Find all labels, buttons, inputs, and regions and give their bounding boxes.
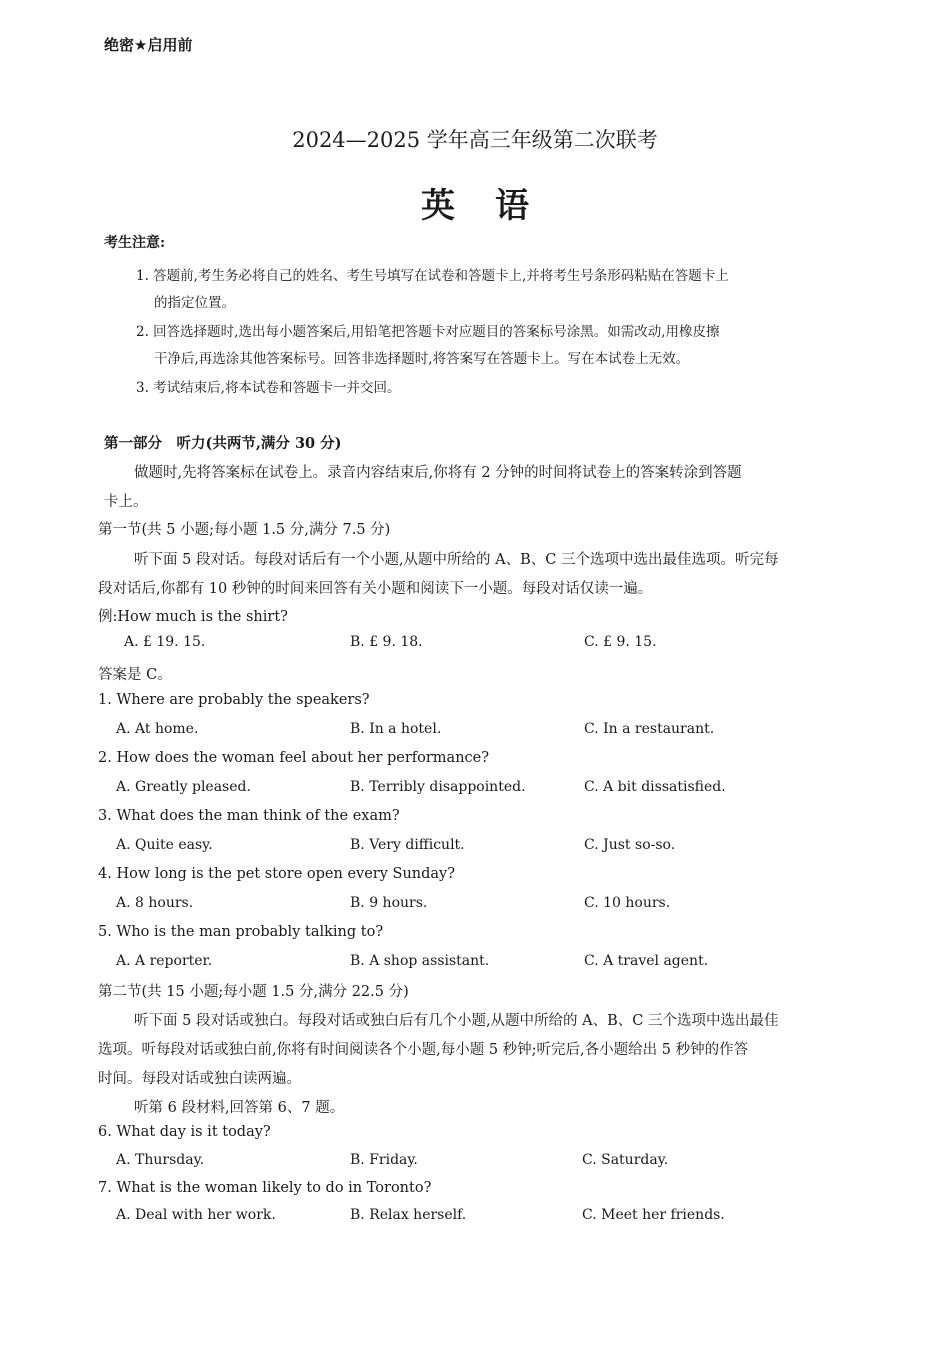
q2-option-c: C. A bit dissatisfied. (584, 779, 726, 795)
exam-title: 2024—2025 学年高三年级第二次联考 (292, 128, 658, 152)
section2-intro-line2: 选项。听每段对话或独白前,你将有时间阅读各个小题,每小题 5 秒钟;听完后,各小题给出 5 秒钟的作答 (98, 1042, 749, 1058)
question-3: 3. What does the man think of the exam? (98, 808, 400, 824)
q6-option-a: A. Thursday. (116, 1152, 205, 1168)
part1-intro-line1: 做题时,先将答案标在试卷上。录音内容结束后,你将有 2 分钟的时间将试卷上的答案转涂到答题 (134, 465, 742, 481)
q7-option-a: A. Deal with her work. (116, 1207, 276, 1223)
part1-intro-line2: 卡上。 (104, 494, 148, 510)
notice-item-3: 3. 考试结束后,将本试卷和答题卡一并交回。 (136, 380, 401, 396)
question-1: 1. Where are probably the speakers? (98, 692, 370, 708)
q1-option-b: B. In a hotel. (350, 721, 442, 737)
example-option-b: B. £ 9. 18. (350, 634, 423, 650)
q4-option-a: A. 8 hours. (116, 895, 194, 911)
subject-title: 英语 (421, 186, 569, 226)
q7-option-c: C. Meet her friends. (582, 1207, 725, 1223)
question-7: 7. What is the woman likely to do in Toronto? (98, 1180, 432, 1196)
q1-option-c: C. In a restaurant. (584, 721, 715, 737)
q5-option-a: A. A reporter. (116, 953, 213, 969)
q5-option-c: C. A travel agent. (584, 953, 709, 969)
notice-item-1: 1. 答题前,考生务必将自己的姓名、考生号填写在试卷和答题卡上,并将考生号条形码粘贴在答题卡上 (136, 268, 729, 284)
q2-option-b: B. Terribly disappointed. (350, 779, 526, 795)
question-2: 2. How does the woman feel about her performance? (98, 750, 490, 766)
q6-option-c: C. Saturday. (582, 1152, 669, 1168)
section1-intro-line2: 段对话后,你都有 10 秒钟的时间来回答有关小题和阅读下一小题。每段对话仅读一遍。 (98, 581, 653, 597)
question-4: 4. How long is the pet store open every Sunday? (98, 866, 456, 882)
q6-option-b: B. Friday. (350, 1152, 418, 1168)
section2-intro-line1: 听下面 5 段对话或独白。每段对话或独白后有几个小题,从题中所给的 A、B、C 三个选项中选出最佳 (134, 1013, 779, 1029)
q5-option-b: B. A shop assistant. (350, 953, 490, 969)
q4-option-c: C. 10 hours. (584, 895, 671, 911)
question-6: 6. What day is it today? (98, 1124, 271, 1140)
example-option-a: A. £ 19. 15. (124, 634, 206, 650)
notice-item-2-cont: 干净后,再选涂其他答案标号。回答非选择题时,将答案写在答题卡上。写在本试卷上无效。 (154, 351, 690, 367)
notice-item-1-cont: 的指定位置。 (154, 295, 235, 311)
part1-heading: 第一部分 听力(共两节,满分 30 分) (104, 435, 342, 452)
q2-option-a: A. Greatly pleased. (116, 779, 251, 795)
q3-option-c: C. Just so-so. (584, 837, 676, 853)
section1-intro-line1: 听下面 5 段对话。每段对话后有一个小题,从题中所给的 A、B、C 三个选项中选出最佳选项。听完每 (134, 552, 779, 568)
q4-option-b: B. 9 hours. (350, 895, 428, 911)
section2-heading: 第二节(共 15 小题;每小题 1.5 分,满分 22.5 分) (98, 984, 409, 1000)
material-line: 听第 6 段材料,回答第 6、7 题。 (134, 1100, 345, 1116)
q1-option-a: A. At home. (116, 721, 199, 737)
example-answer: 答案是 C。 (98, 667, 172, 683)
confidential-label: 绝密★启用前 (104, 36, 193, 54)
q7-option-b: B. Relax herself. (350, 1207, 467, 1223)
notice-item-2: 2. 回答选择题时,选出每小题答案后,用铅笔把答题卡对应题目的答案标号涂黑。如需改动,用橡皮擦 (136, 324, 720, 340)
section1-heading: 第一节(共 5 小题;每小题 1.5 分,满分 7.5 分) (98, 522, 391, 538)
q3-option-b: B. Very difficult. (350, 837, 465, 853)
example-question: 例:How much is the shirt? (98, 609, 288, 625)
section2-intro-line3: 时间。每段对话或独白读两遍。 (98, 1071, 301, 1087)
question-5: 5. Who is the man probably talking to? (98, 924, 384, 940)
example-option-c: C. £ 9. 15. (584, 634, 657, 650)
q3-option-a: A. Quite easy. (116, 837, 213, 853)
notice-heading: 考生注意: (104, 235, 166, 251)
